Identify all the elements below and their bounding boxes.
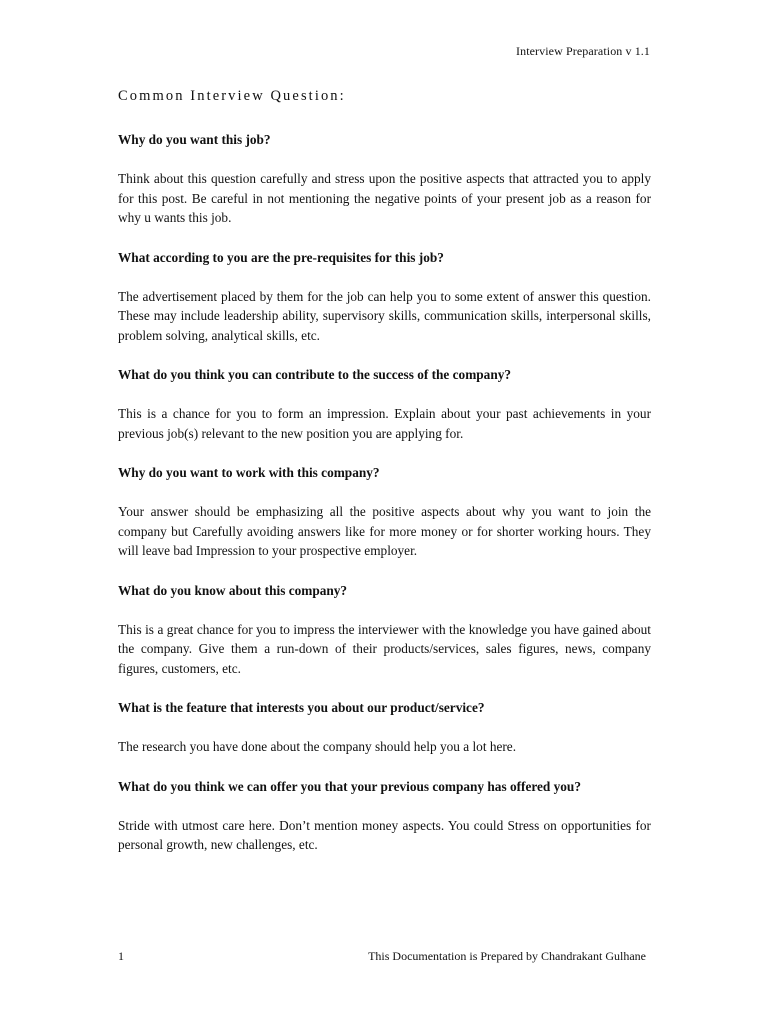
qa-item <box>118 248 651 346</box>
qa-item <box>118 130 651 228</box>
qa-item <box>118 698 651 757</box>
answer-paragraph: Think about this question carefully and stress upon the positive aspects that attracted you to apply for this post. Be careful in not mentioning the negative points of your present job as a reason for why u wants this job. <box>118 171 651 226</box>
answer-paragraph: Stride with utmost care here. Don’t mention money aspects. You could Stress on opportunities for personal growth, new challenges, etc. <box>118 817 651 853</box>
question-heading: What do you know about this company? <box>118 582 348 598</box>
qa-item <box>118 777 651 855</box>
question-heading: What do you think we can offer you that your previous company has offered you? <box>118 778 581 794</box>
question-heading: Why do you want this job? <box>118 132 271 147</box>
page-header: Interview Preparation v 1.1 <box>516 44 650 58</box>
question-heading: What is the feature that interests you about our product/service? <box>118 700 485 716</box>
answer-paragraph: This is a great chance for you to impress the interviewer with the knowledge you have gained about the company. Give them a run-down of their products/services, sales figures, news, company figures, customers, etc. <box>118 621 651 677</box>
answer-paragraph: The advertisement placed by them for the job can help you to some extent of answer this question. These may include leadership ability, supervisory skills, communication skills, interpersonal skills, problem solving, analytical skills, etc. <box>118 288 651 343</box>
question-heading: What according to you are the pre-requisites for this job? <box>118 249 444 265</box>
qa-item <box>118 581 651 679</box>
document-title: Common Interview Question: <box>118 88 346 104</box>
qa-item <box>118 365 651 443</box>
question-list <box>118 130 651 875</box>
qa-item <box>118 463 651 561</box>
answer-paragraph: Your answer should be emphasizing all the positive aspects about why you want to join the company but Carefully avoiding answers like for more money or for shorter working hours. They will leave bad Impression to your prospective employer. <box>118 504 651 559</box>
footer-credit: This Documentation is Prepared by Chandrakant Gulhane <box>368 949 646 963</box>
page-number: 1 <box>118 949 124 963</box>
answer-paragraph: This is a chance for you to form an impression. Explain about your past achievements in your previous job(s) relevant to the new position you are applying for. <box>118 406 651 441</box>
question-heading: Why do you want to work with this company? <box>118 465 380 481</box>
answer-paragraph: The research you have done about the company should help you a lot here. <box>118 739 517 755</box>
question-heading: What do you think you can contribute to the success of the company? <box>118 367 512 383</box>
